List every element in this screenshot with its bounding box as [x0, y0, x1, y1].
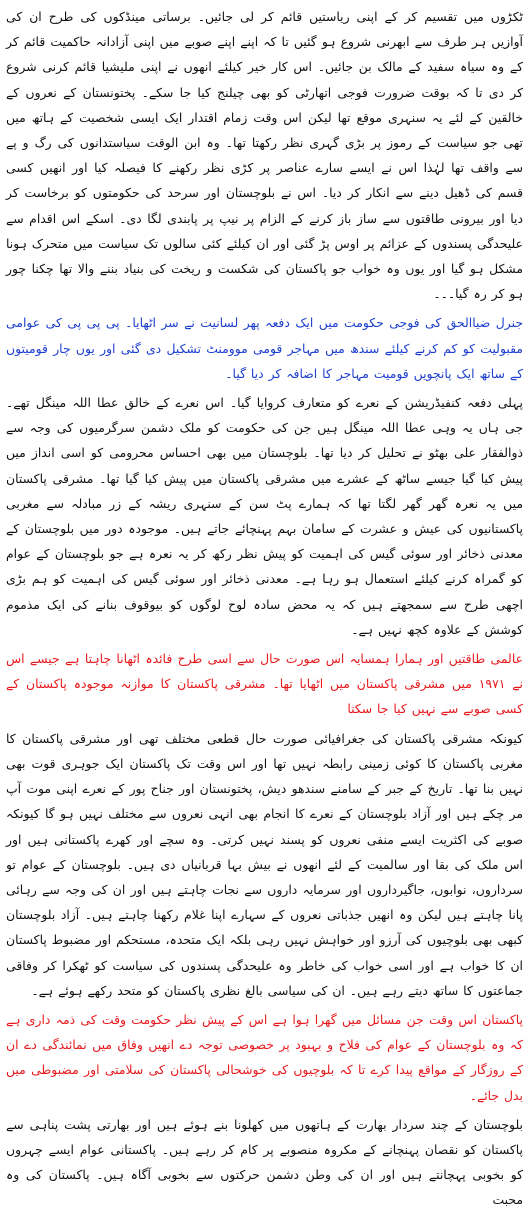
article-paragraph-3: پہلی دفعہ کنفیڈریشن کے نعرے کو متعارف کروایا گیا۔ اس نعرے کے خالق عطا اللہ مینگل تھے۔ جی ہاں یہ وہی عطا اللہ مینگل ہیں جن کی حکومت کو ملک دشمن سرگرمیوں کی وجہ سے ذوالفقار علی بھٹو نے تحلیل کر دیا تھا۔ بلوچستان میں بھی احساس محرومی کو اسی انداز میں پیش کیا گیا جیسے ساٹھ کے عشرے میں مشرقی پاکستان میں پیش کیا گیا تھا۔ مشرقی پاکستان میں یہ نعرہ گھر گھر لگتا تھا کہ ہمارے پٹ سن کے سنہری ریشہ کے زر مبادلہ سے مغربی پاکستانیوں کی عیش و عشرت کے سامان بہم پہنچائے جاتے ہیں۔ موجودہ دور میں بلوچستان کے معدنی ذخائر اور سوئی گیس کی اہمیت کو پیش نظر رکھ کر یہ نعرہ ہے جو بلوچستان کے عوام کو گمراہ کرنے کیلئے استعمال ہو رہا ہے۔ معدنی ذخائر اور سوئی گیس کی اہمیت کو ہم بڑی اچھی طرح سے سمجھتے ہیں کہ یہ محض سادہ لوح لوگوں کو بیوقوف بنانے کی ایک مذموم کوشش کے علاوہ کچھ نہیں ہے۔ — [6, 395, 523, 637]
article-paragraph-7: بلوچستان کے چند سردار بھارت کے ہاتھوں میں کھلونا بنے ہوئے ہیں اور بھارتی پشت پناہی سے پاکستان کو نقصان پہنچانے کے مکروہ منصوبے پر کام کر رہے ہیں۔ پاکستانی عوام ایسے چہروں کو بخوبی پہچانتے ہیں اور ان کی وطن دشمن حرکتوں سے بخوبی آگاہ ہیں۔ پاکستان کی وہ محبت — [6, 1116, 523, 1208]
article-paragraph-6: پاکستان اس وقت جن مسائل میں گھرا ہوا ہے اس کے پیش نظر حکومت وقت کی ذمہ داری ہے کہ وہ بلوچستان کے عوام کی فلاح و بہبود پر خصوصی توجہ دے انھیں وفاق میں نمائندگی دے ان کے روزگار کے مواقع پیدا کرے تا کہ بلوچیوں کی خوشحالی پاکستان کی سلامتی اور مضبوطی میں بدل جائے۔ — [6, 1011, 523, 1103]
article-paragraph-4: عالمی طاقتیں اور ہمارا ہمسایہ اس صورت حال سے اسی طرح فائدہ اٹھانا چاہتا ہے جیسے اس نے ۱۹۷۱ میں مشرقی پاکستان میں اٹھایا تھا۔ مشرقی پاکستان کا موازنہ موجودہ پاکستان کے کسی صوبے سے نہیں کیا جا سکتا — [6, 651, 523, 717]
article-paragraph-1: ٹکڑوں میں تقسیم کر کے اپنی ریاستیں قائم کر لی جائیں۔ برساتی مینڈکوں کی طرح ان کی آوازیں ہر طرف سے ابھرنی شروع ہو گئیں تا کہ اپنے اپنے صوبے میں اپنی آزادانہ حاکمیت قائم کر کے وہ سیاہ سفید کے مالک بن جائیں۔ اس کار خیر کیلئے انھوں نے اپنی ملیشیا قائم کرنی شروع کر دی تا کہ بوقت ضرورت فوجی اتھارٹی کو بھی چیلنج کیا جا سکے۔ پختونستان کے نعروں کے خالقین کے لئے یہ سنہری موقع تھا لیکن اس وقت زمام اقتدار ایک ایسی شخصیت کے ہاتھ میں تھی جو سیاست کے رموز پر بڑی گہری نظر رکھتا تھا۔ وہ ابن الوقت سیاستدانوں کی رگ و پے سے واقف تھا لہٰذا اس نے ایسے سارے عناصر پر کڑی نظر رکھنے کا فیصلہ کیا اور انھیں کسی قسم کی ڈھیل دینے سے انکار کر دیا۔ اس نے بلوچستان اور سرحد کی حکومتوں کو برخاست کر دیا اور بیرونی طاقتوں سے ساز باز کرنے کے الزام پر نیپ پر پابندی لگا دی۔ اسکے اس اقدام سے علیحدگی پسندوں کے عزائم پر اوس پڑ گئی اور ان کیلئے کئی سالوں تک سیاست میں متحرک ہونا مشکل ہو گیا اور یوں وہ خواب جو پاکستان کی شکست و ریخت کی بنیاد بننے والا تھا چکنا چور ہو کر رہ گیا۔۔۔ — [6, 9, 523, 302]
article-paragraph-2: جنرل ضیاالحق کی فوجی حکومت میں ایک دفعہ پھر لسانیت نے سر اٹھایا۔ پی پی پی کی عوامی مقبولیت کو کم کرنے کیلئے سندھ میں مہاجر قومی موومنٹ تشکیل دی گئی اور یوں چار قومیتوں کے ساتھ ایک پانچویں قومیت مہاجر کا اضافہ کر دیا گیا۔ — [6, 315, 523, 381]
article-paragraph-5: کیونکہ مشرقی پاکستان کی جغرافیائی صورت حال قطعی مختلف تھی اور مشرقی پاکستان کا مغربی پاکستان کا کوئی زمینی رابطہ نہیں تھا اور اس وقت تک پاکستان ایک جوہری قوت بھی نہیں بنا تھا۔ تاریخ کے جبر کے سامنے سندھو دیش، پختونستان اور جناح پور کے نعرے اپنی موت آپ مر چکے ہیں اور آزاد بلوچستان کے نعرے کا انجام بھی انہی نعروں سے مختلف نہیں ہو گا کیونکہ صوبے کی اکثریت ایسے منفی نعروں کو پسند نہیں کرتی۔ وہ سچے اور کھرے پاکستانی ہیں اور اس ملک کی بقا اور سالمیت کے لئے انھوں نے بیش بہا قربانیاں دی ہیں۔ بلوچستان کے عوام تو سرداروں، نوابوں، جاگیرداروں اور سرمایہ داروں سے نجات چاہتے ہیں اور ان کی وجہ سے رہائی پانا چاہتے ہیں لیکن وہ انھیں جذباتی نعروں کے سہارے اپنا غلام رکھنا چاہتے ہیں۔ آزاد بلوچستان کبھی بھی بلوچیوں کی آرزو اور خواہش نہیں رہی بلکہ ایک متحدہ، مستحکم اور مضبوط پاکستان ان کا خواب ہے اور اسی خواب کی خاطر وہ علیحدگی پسندوں کی سیاست کو ٹھکرا کر وفاقی جماعتوں کا ساتھ دیتے رہے ہیں۔ ان کی سیاسی بالغ نظری پاکستان کو متحد رکھے ہوئے ہے۔ — [6, 730, 523, 998]
